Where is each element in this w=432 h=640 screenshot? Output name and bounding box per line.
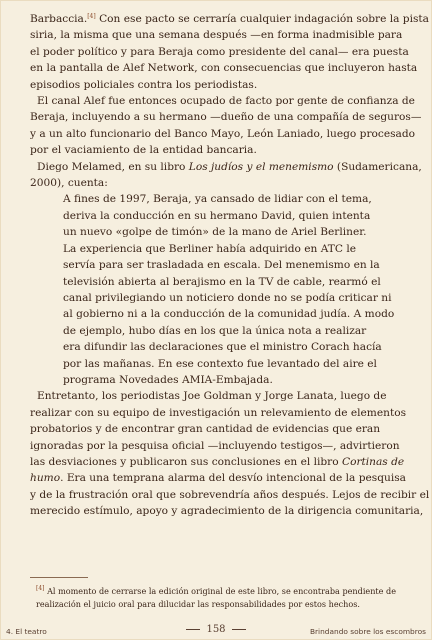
footnote-marker: [4]	[36, 585, 45, 592]
text-line: en la pantalla de Alef Network, con consecuencias que incluyeron hasta	[30, 62, 418, 75]
text-line: el poder político y para Beraja como presidente del canal— era puesta	[30, 45, 409, 58]
footnote-reference[interactable]: [4]	[87, 13, 96, 20]
block-quote-line: al gobierno ni a la conducción de la comunidad judía. A modo	[63, 308, 395, 321]
text-line: siria, la misma que una semana después —en forma inadmisible para	[30, 29, 403, 42]
text-line: merecido estímulo, apoyo y agradecimiento de la dirigencia comunitaria,	[30, 505, 424, 518]
block-quote-line: de ejemplo, hubo días en los que la única nota a realizar	[63, 324, 367, 337]
paragraph-start: Diego Melamed, en su libro Los judíos y el menemismo (Sudamericana,	[37, 160, 422, 173]
block-quote-line: era difundir las declaraciones que el ministro Corach hacía	[63, 341, 382, 354]
body-text	[30, 9, 430, 520]
text-line: y de la frustración oral que sobrevendría años después. Lejos de recibir el	[30, 488, 430, 501]
block-quote-line: La experiencia que Berliner había adquirido en ATC le	[63, 242, 357, 255]
chapter-title: 4. El teatro	[6, 627, 47, 636]
block-quote-line: por las mañanas. En ese contexto fue levantado del aire el	[63, 357, 377, 370]
book-title-italic: Cortinas de	[341, 455, 405, 468]
text-line: Beraja, incluyendo a su hermano —dueño de una compañía de seguros—	[30, 111, 422, 124]
text-line: probatorios y de encontrar gran cantidad de evidencias que eran	[30, 423, 381, 436]
block-quote-line: servía para ser trasladada en escala. Del menemismo en la	[63, 259, 380, 272]
block-quote-line: televisión abierta al berajismo en la TV de cable, rearmó el	[63, 275, 381, 288]
block-quote-line: A fines de 1997, Beraja, ya cansado de lidiar con el tema,	[63, 193, 372, 206]
paragraph-start: El canal Alef fue entonces ocupado de facto por gente de confianza de	[37, 95, 415, 108]
dash-divider	[232, 629, 246, 630]
text-line: Barbaccia.[4] Con ese pacto se cerraría cualquier indagación sobre la pista	[30, 13, 429, 25]
footnote-line: [4] Al momento de cerrarse la edición original de este libro, se encontraba pendiente de	[36, 585, 396, 596]
block-quote-line: deriva la conducción en su hermano David, quien intenta	[63, 209, 371, 222]
book-title: Brindando sobre los escombros	[309, 627, 426, 636]
dash-divider	[186, 629, 200, 630]
block-quote-line: un nuevo «golpe de timón» de la mano de Ariel Berliner.	[63, 226, 367, 239]
page-number: 158	[206, 624, 226, 635]
text-line: humo. Era una temprana alarma del desvío intencional de la pesquisa	[30, 472, 406, 485]
text-line: y a un alto funcionario del Banco Mayo, León Laniado, luego procesado	[30, 127, 416, 140]
text-line: las desviaciones y publicaron sus conclusiones en el libro Cortinas de	[30, 455, 405, 468]
text-line: 2000), cuenta:	[30, 177, 108, 190]
text-line: ignoradas por la pesquisa oficial —incluyendo testigos—, advirtieron	[30, 439, 400, 452]
book-title-italic: humo	[30, 472, 61, 485]
text-line: episodios policiales contra los periodistas.	[30, 78, 258, 91]
text-line: por el vaciamiento de la entidad bancaria.	[30, 144, 257, 157]
page-footer	[0, 623, 432, 640]
text-line: realizar con su equipo de investigación un relevamiento de elementos	[30, 406, 407, 419]
book-title-italic: Los judíos y el menemismo	[188, 160, 334, 173]
block-quote-line: programa Novedades AMIA-Embajada.	[63, 373, 273, 386]
footnote-line: realización el juicio oral para dilucidar las responsabilidades por estos hechos.	[36, 599, 360, 609]
footnote	[36, 582, 396, 611]
footnote-divider	[30, 577, 88, 578]
block-quote-line: canal privilegiando un noticiero donde no se podía criticar ni	[63, 291, 392, 304]
paragraph-start: Entretanto, los periodistas Joe Goldman y Jorge Lanata, luego de	[37, 390, 387, 403]
